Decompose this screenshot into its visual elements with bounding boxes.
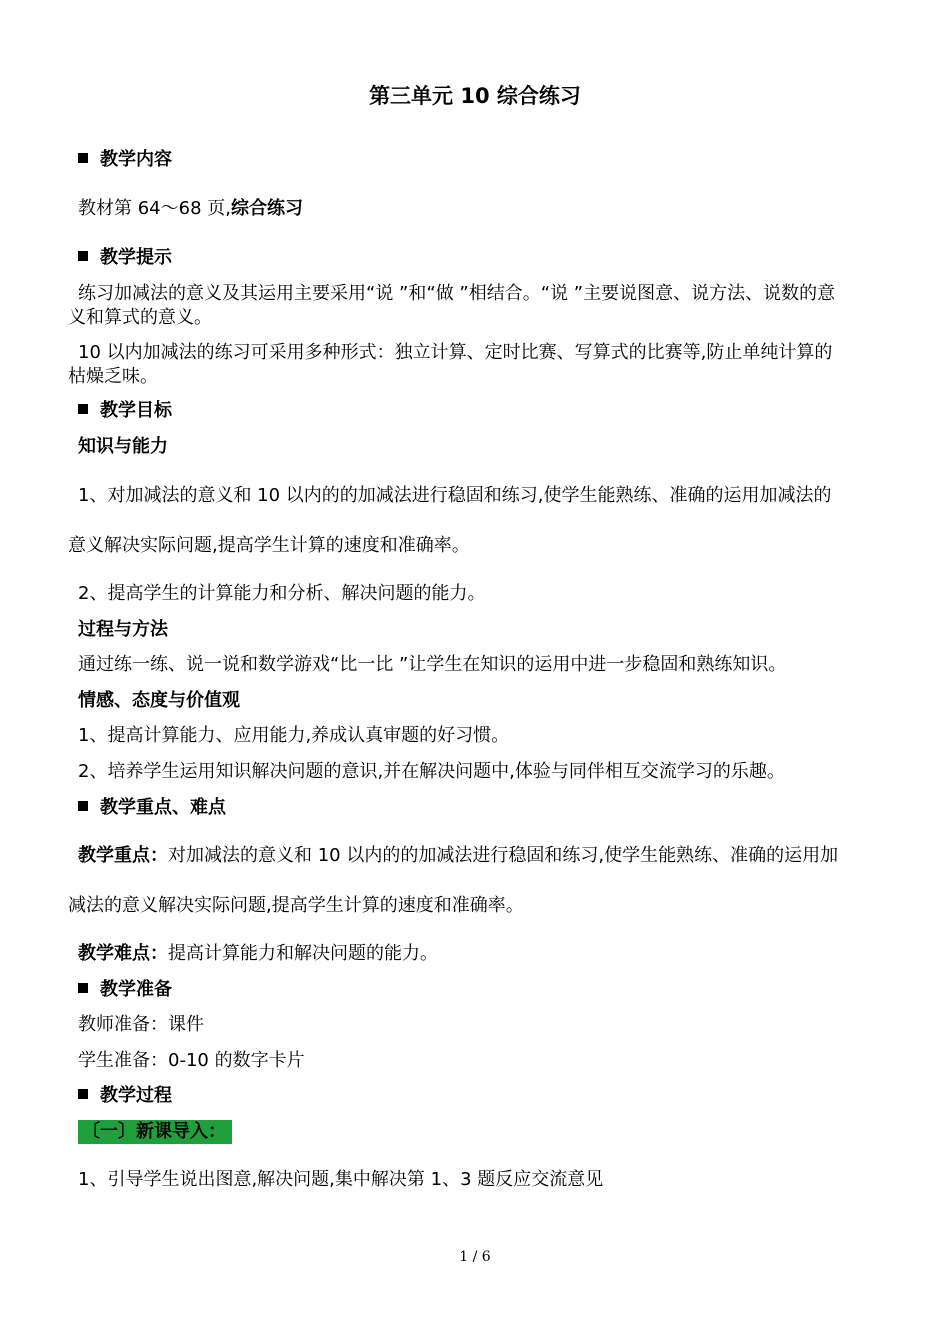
teacher-prep: 教师准备：课件 bbox=[78, 1014, 204, 1035]
section-heading-goals: 教学目标 bbox=[78, 399, 950, 423]
step1-label: 〔一〕新课导入： bbox=[78, 1120, 232, 1144]
key-point-line2: 减法的意义解决实际问题,提高学生计算的速度和准确率。 bbox=[68, 895, 524, 916]
section-heading-prep: 教学准备 bbox=[78, 978, 950, 1002]
page-number: 1 / 6 bbox=[459, 1249, 491, 1265]
content-line: 教材第 64～68 页,综合练习 bbox=[78, 198, 303, 219]
knowledge-item-2: 2、提高学生的计算能力和分析、解决问题的能力。 bbox=[78, 583, 486, 604]
square-bullet-icon bbox=[78, 801, 88, 811]
tips-p2-line2: 枯燥乏味。 bbox=[68, 366, 158, 387]
page-title: 第三单元 10 综合练习 bbox=[369, 84, 581, 108]
tips-p1-line1: 练习加减法的意义及其运用主要采用“说 ”和“做 ”相结合。“说 ”主要说图意、说方法、说数的意 bbox=[78, 283, 836, 304]
emotion-item-2: 2、培养学生运用知识解决问题的意识,并在解决问题中,体验与同伴相互交流学习的乐趣。 bbox=[78, 761, 785, 782]
knowledge-item-1-line1: 1、对加减法的意义和 10 以内的的加减法进行稳固和练习,使学生能熟练、准确的运用加减法的 bbox=[78, 485, 832, 506]
square-bullet-icon bbox=[78, 983, 88, 993]
square-bullet-icon bbox=[78, 153, 88, 163]
difficulty-line: 教学难点：提高计算能力和解决问题的能力。 bbox=[78, 943, 438, 964]
section-heading-content: 教学内容 bbox=[78, 148, 950, 172]
square-bullet-icon bbox=[78, 1089, 88, 1099]
section-heading-tips: 教学提示 bbox=[78, 246, 950, 270]
key-point-line1: 教学重点：对加减法的意义和 10 以内的的加减法进行稳固和练习,使学生能熟练、准确的运用加 bbox=[78, 845, 839, 866]
emotion-item-1: 1、提高计算能力、应用能力,养成认真审题的好习惯。 bbox=[78, 725, 510, 746]
emotion-title: 情感、态度与价值观 bbox=[78, 690, 240, 711]
knowledge-title: 知识与能力 bbox=[78, 436, 168, 457]
student-prep: 学生准备：0-10 的数字卡片 bbox=[78, 1050, 305, 1071]
section-heading-process: 教学过程 bbox=[78, 1084, 950, 1108]
tips-p2-line1: 10 以内加减法的练习可采用多种形式：独立计算、定时比赛、写算式的比赛等,防止单纯计算的 bbox=[78, 342, 833, 363]
tips-p1-line2: 义和算式的意义。 bbox=[68, 307, 212, 328]
square-bullet-icon bbox=[78, 251, 88, 261]
knowledge-item-1-line2: 意义解决实际问题,提高学生计算的速度和准确率。 bbox=[68, 535, 470, 556]
process-text: 通过练一练、说一说和数学游戏“比一比 ”让学生在知识的运用中进一步稳固和熟练知识。 bbox=[78, 654, 787, 675]
square-bullet-icon bbox=[78, 404, 88, 414]
process-title: 过程与方法 bbox=[78, 619, 168, 640]
step1-item-1: 1、引导学生说出图意,解决问题,集中解决第 1、3 题反应交流意见 bbox=[78, 1169, 604, 1190]
section-heading-keypoints: 教学重点、难点 bbox=[78, 796, 950, 820]
